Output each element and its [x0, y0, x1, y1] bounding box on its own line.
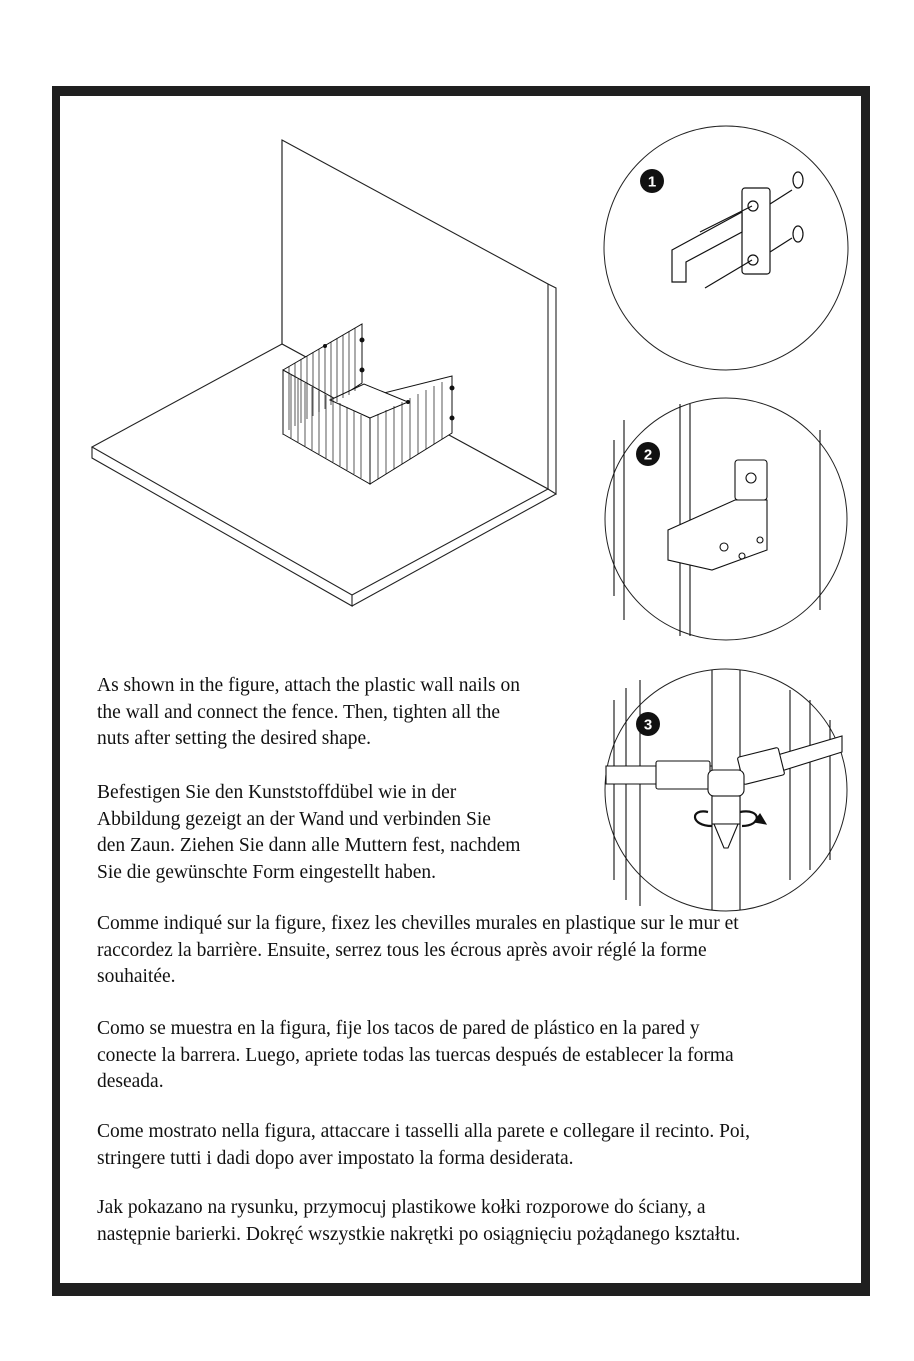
instructions-spanish: Como se muestra en la figura, fije los tacos de pared de plástico en la pared y conecte la barrera. Luego, apriete todas las tuercas después de establecer la forma deseada.	[97, 1018, 734, 1092]
instructions-french: Comme indiqué sur la figure, fixez les chevilles murales en plastique sur le mur et raccordez la barrière. Ensuite, serrez tous les écrous après avoir réglé la forme souhaitée.	[97, 913, 739, 987]
step-1-number: 1	[647, 173, 657, 191]
step-3-number: 3	[643, 716, 653, 734]
step-2-detail	[605, 398, 847, 640]
instructions-italian: Come mostrato nella figura, attaccare i tasselli alla parete e collegare il recinto. Poi, stringere tutti i dadi dopo aver impostato la forma desiderata.	[97, 1121, 750, 1169]
room-illustration	[92, 140, 556, 606]
instructions-german: Befestigen Sie den Kunststoffdübel wie in der Abbildung gezeigt an der Wand und verbinden Sie den Zaun. Ziehen Sie dann alle Muttern fest, nachdem Sie die gewünschte Form eingestellt haben.	[97, 782, 521, 883]
instructions-polish: Jak pokazano na rysunku, przymocuj plastikowe kołki rozporowe do ściany, a następnie barierki. Dokręć wszystkie nakrętki po osiągnięciu pożądanego kształtu.	[97, 1197, 741, 1245]
step-2-number: 2	[643, 446, 653, 464]
instructions-english: As shown in the figure, attach the plastic wall nails on the wall and connect the fence. Then, tighten all the nuts after setting the desired shape.	[97, 675, 520, 749]
step-1-detail	[604, 126, 848, 370]
step-3-detail	[605, 669, 847, 911]
